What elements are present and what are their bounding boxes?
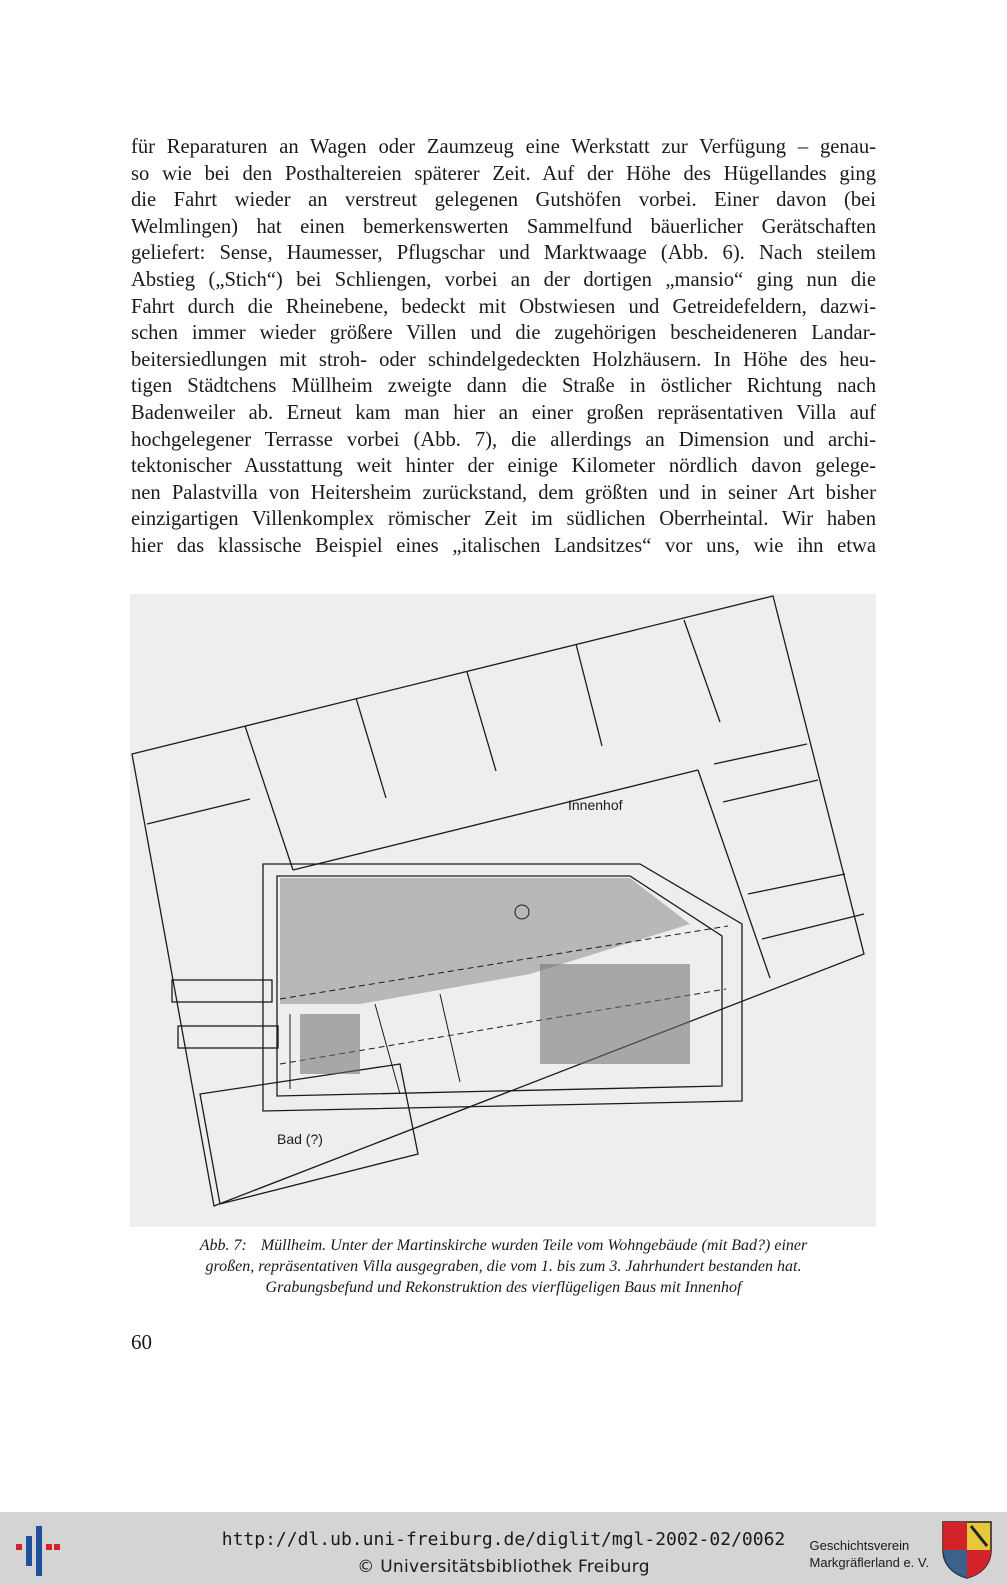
caption-number: Abb. 7: <box>199 1237 247 1254</box>
text-line: schen immer wieder größere Villen und die zugehörigen bescheideneren Landar- <box>131 322 876 345</box>
page-number: 60 <box>131 1330 152 1354</box>
footer-bar <box>0 1512 1007 1585</box>
text-line: Badenweiler ab. Erneut kam man hier an einer großen repräsentativen Villa auf <box>131 401 876 424</box>
figure-caption <box>131 1235 876 1298</box>
text-line: tigen Städtchens Müllheim zweigte dann die Straße in östlicher Richtung nach <box>131 375 876 398</box>
text-line: so wie bei den Posthaltereien späterer Zeit. Auf der Höhe des Hügellandes ging <box>131 162 876 185</box>
text-line: tektonischer Ausstattung weit hinter der einige Kilometer nördlich davon gelege- <box>131 455 876 478</box>
society-line-1: Geschichtsverein <box>809 1538 910 1553</box>
text-line: einzigartigen Villenkomplex römischer Zeit im südlichen Oberrheintal. Wir haben <box>131 508 876 531</box>
coat-of-arms-icon <box>941 1520 993 1580</box>
text-line: geliefert: Sense, Haumesser, Pflugschar und Marktwaage (Abb. 6). Nach steilem <box>131 242 876 265</box>
caption-line <box>131 1235 876 1256</box>
text-line: beitersiedlungen mit stroh- oder schindelgedeckten Holzhäusern. In Höhe des heu- <box>131 348 876 371</box>
text-line: Abstieg („Stich“) bei Schliengen, vorbei an der dortigen „mansio“ ging nun die <box>131 268 876 291</box>
society-line-2: Markgräflerland e. V. <box>809 1555 929 1570</box>
text-line: Fahrt durch die Rheinebene, bedeckt mit Obstwiesen und Getreidefeldern, dazwi- <box>131 295 876 318</box>
caption-line-2: großen, repräsentativen Villa ausgegraben, die vom 1. bis zum 3. Jahrhundert bestanden hat. <box>205 1258 802 1275</box>
text-line: nen Palastvilla von Heitersheim zurückstand, dem größten und in seiner Art bisher <box>131 481 876 504</box>
text-line: hochgelegener Terrasse vorbei (Abb. 7), die allerdings an Dimension und archi- <box>131 428 876 451</box>
footer-url-link[interactable]: http://dl.ub.uni-freiburg.de/diglit/mgl-2002-02/0062 <box>221 1529 786 1550</box>
text-line: für Reparaturen an Wagen oder Zaumzeug eine Werkstatt zur Verfügung – genau- <box>131 136 876 158</box>
footer-society <box>810 1537 929 1571</box>
villa-plan-drawing <box>130 594 876 1227</box>
caption-line-3: Grabungsbefund und Rekonstruktion des vierflügeligen Baus mit Innenhof <box>265 1279 742 1296</box>
text-line: Welmlingen) hat einen bemerkenswerten Sammelfund bäuerlicher Gerätschaften <box>131 215 876 238</box>
text-line: hier das klassische Beispiel eines „italischen Landsitzes“ vor uns, wie ihn etwa <box>131 534 876 557</box>
bath-label: Bad (?) <box>277 1131 323 1147</box>
courtyard-label: Innenhof <box>568 797 623 813</box>
footer-copyright: © Universitätsbibliothek Freiburg <box>357 1557 650 1577</box>
body-text <box>131 134 876 560</box>
villa-plan-figure <box>130 594 876 1227</box>
caption-line-1: Müllheim. Unter der Martinskirche wurden Teile vom Wohngebäude (mit Bad?) einer <box>260 1237 808 1254</box>
text-line: die Fahrt wieder an verstreut gelegenen Gutshöfen vorbei. Einer davon (bei <box>131 189 876 212</box>
